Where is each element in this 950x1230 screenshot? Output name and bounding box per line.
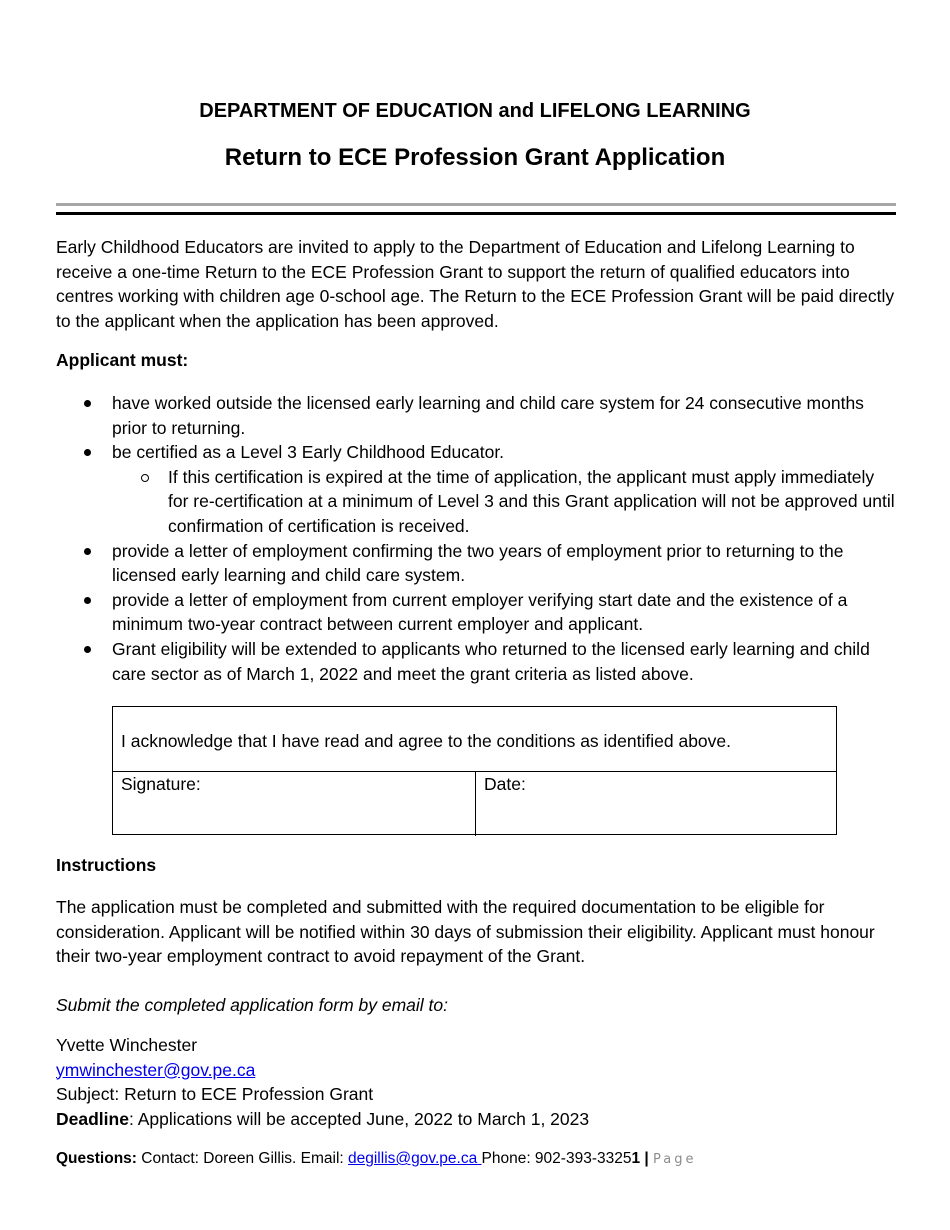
page-title: Return to ECE Profession Grant Application: [224, 144, 726, 171]
questions-phone: Phone: 902-393-3325: [481, 1150, 632, 1167]
list-item: [56, 391, 896, 440]
list-item-text: provide a letter of employment from current employer verifying start date and the existence of a minimum two-year contract between current employer and applicant.: [112, 589, 848, 635]
bullet-icon: [84, 449, 91, 456]
list-item: [56, 539, 896, 588]
signature-label: Signature:: [121, 774, 201, 794]
contact-block: [56, 1033, 589, 1131]
contact-name: Yvette Winchester: [56, 1035, 198, 1055]
contact-email-link[interactable]: ymwinchester@gov.pe.ca: [56, 1059, 256, 1080]
acknowledgement-table: [112, 706, 837, 835]
signature-field[interactable]: [113, 772, 476, 836]
deadline-line: [56, 1107, 589, 1132]
sub-list-item: [112, 465, 896, 539]
email-subject: Subject: Return to ECE Profession Grant: [56, 1084, 374, 1105]
footer: [56, 1150, 697, 1168]
bullet-icon: [84, 548, 91, 555]
instructions-heading: Instructions: [56, 855, 157, 875]
department-heading: DEPARTMENT OF EDUCATION and LIFELONG LEARNING: [199, 100, 751, 122]
requirements-heading: Applicant must:: [56, 350, 189, 370]
deadline-label: Deadline: [56, 1108, 129, 1129]
header-rule-grey: [56, 203, 896, 206]
page-label: Page: [653, 1152, 697, 1167]
list-item-text: provide a letter of employment confirming the two years of employment prior to returning to the licensed early learning and child care system.: [112, 540, 844, 586]
questions-contact: Contact: Doreen Gillis. Email:: [136, 1150, 348, 1167]
questions-label: Questions:: [56, 1150, 137, 1167]
header-rule-black: [56, 212, 896, 215]
circle-bullet-icon: [141, 474, 149, 482]
signature-row: [113, 771, 836, 836]
acknowledgement-text: I acknowledge that I have read and agree to the conditions as identified above.: [121, 731, 732, 751]
submit-note: Submit the completed application form by email to:: [56, 995, 448, 1015]
date-label: Date:: [484, 774, 526, 794]
sub-list: [112, 465, 896, 539]
sub-list-item-text: If this certification is expired at the time of application, the applicant must apply immediately for re-certification at a minimum of Level 3 and this Grant application will not be approved until confirmation of certification is received.: [168, 466, 895, 536]
list-item: [56, 588, 896, 637]
bullet-icon: [84, 646, 91, 653]
page-separator: |: [640, 1150, 654, 1167]
bullet-icon: [84, 597, 91, 604]
requirements-list: [56, 391, 896, 686]
list-item: [56, 440, 896, 538]
deadline-text: : Applications will be accepted June, 2022 to March 1, 2023: [128, 1108, 590, 1129]
bullet-icon: [84, 400, 91, 407]
list-item-text: have worked outside the licensed early learning and child care system for 24 consecutive months prior to returning.: [112, 393, 864, 438]
intro-paragraph: Early Childhood Educators are invited to apply to the Department of Education and Lifelong Learning to receive a one-time Return to the ECE Profession Grant to support the return of qualified educators into centres working with children age 0-school age. The Return to the ECE Profession Grant will be paid directly to the applicant when the application has been approved.: [56, 237, 895, 331]
list-item-text: Grant eligibility will be extended to applicants who returned to the licensed early learning and child care sector as of March 1, 2022 and meet the grant criteria as listed above.: [112, 638, 870, 684]
list-item-text: be certified as a Level 3 Early Childhood Educator.: [112, 442, 505, 463]
instructions-paragraph: The application must be completed and submitted with the required documentation to be eligible for consideration. Applicant will be notified within 30 days of submission their eligibility. Applicant must honour their two-year employment contract to avoid repayment of the Grant.: [56, 897, 875, 967]
list-item: [56, 637, 896, 686]
questions-email-link[interactable]: degillis@gov.pe.ca: [348, 1150, 482, 1167]
date-field[interactable]: [476, 772, 838, 836]
page-number: 1: [631, 1150, 641, 1167]
